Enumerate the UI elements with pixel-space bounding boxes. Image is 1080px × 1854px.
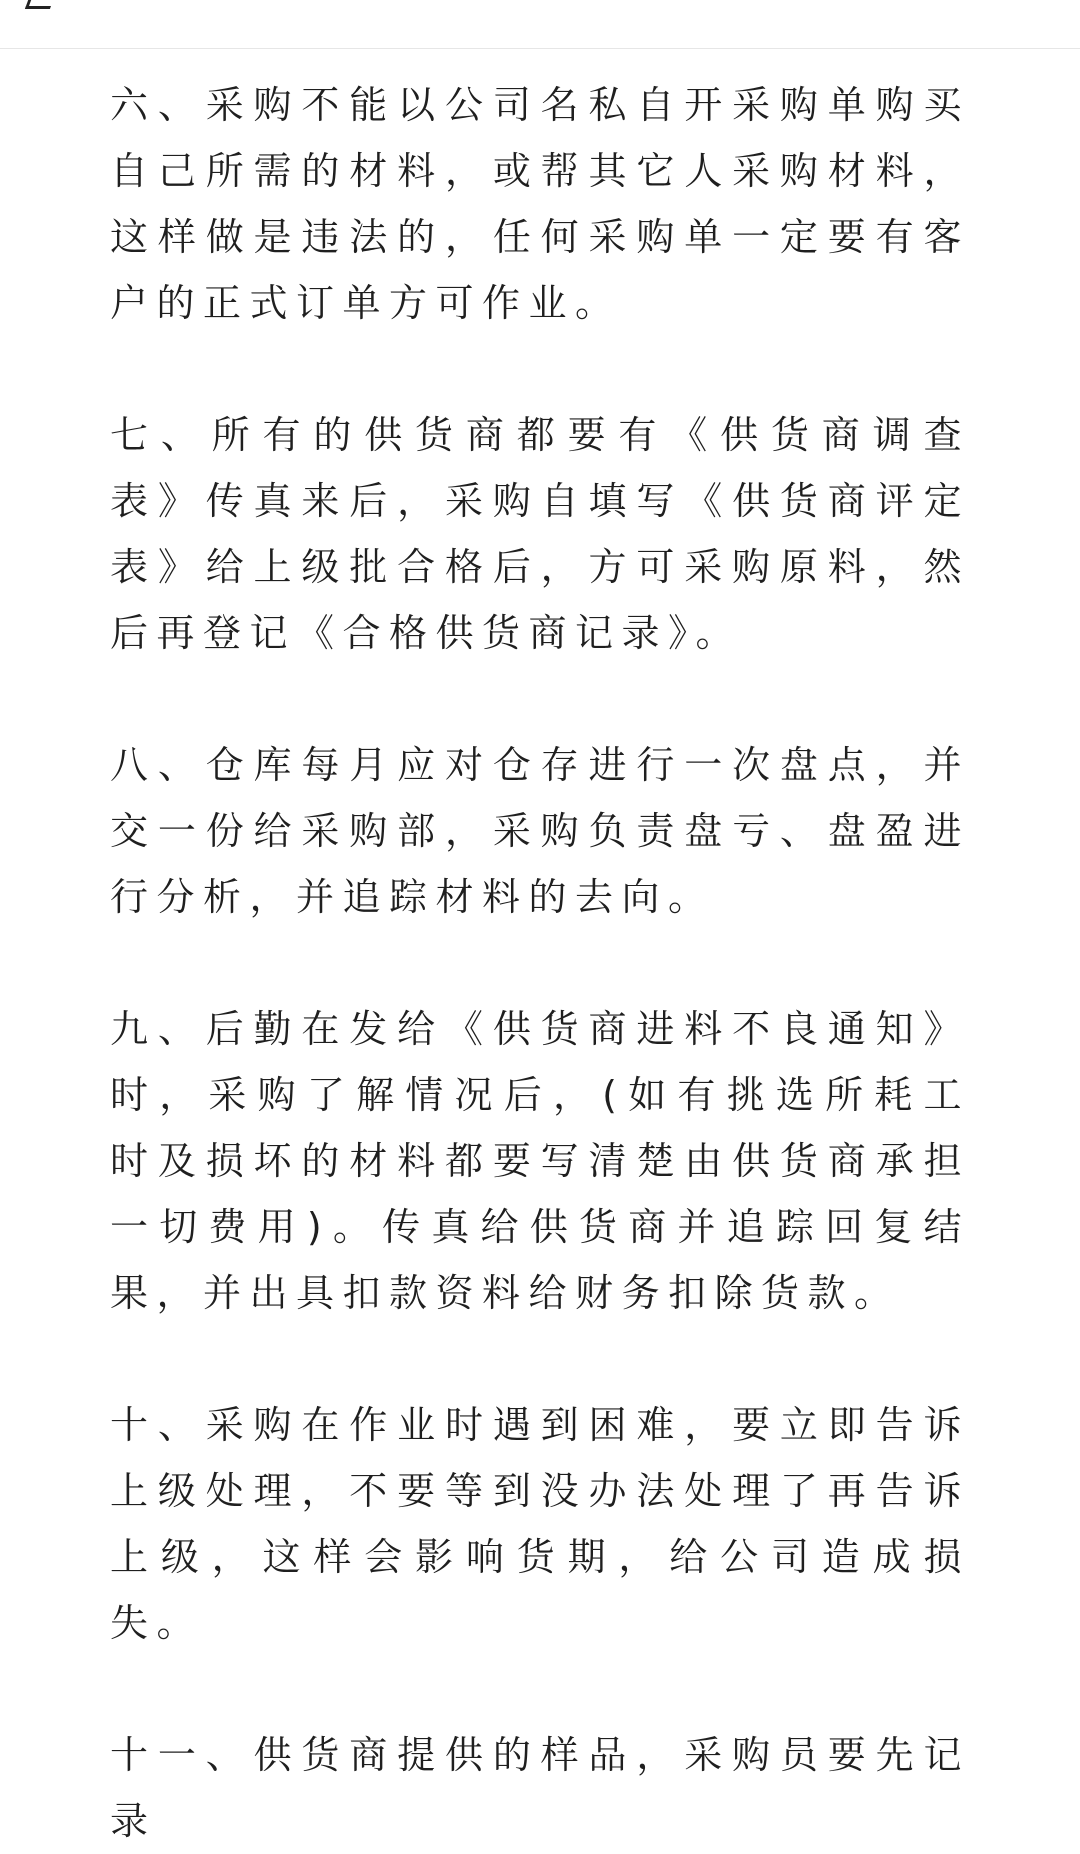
paragraph-7: 七、所有的供货商都要有《供货商调查表》传真来后，采购自填写《供货商评定表》给上级批合格后，方可采购原料，然后再登记《合格供货商记录》。 [110,413,970,655]
top-bar [0,0,1080,49]
paragraph-8: 八、仓库每月应对仓存进行一次盘点，并交一份给采购部，采购负责盘亏、盘盈进行分析，并追踪材料的去向。 [110,743,970,919]
paragraph-10: 十、采购在作业时遇到困难，要立即告诉上级处理，不要等到没办法处理了再告诉上级，这样会影响货期，给公司造成损失。 [110,1403,970,1645]
paragraph-6: 六、采购不能以公司名私自开采购单购买自己所需的材料，或帮其它人采购材料，这样做是违法的，任何采购单一定要有客户的正式订单方可作业。 [110,83,970,325]
paragraph-9: 九、后勤在发给《供货商进料不良通知》时，采购了解情况后，(如有挑选所耗工时及损坏的材料都要写清楚由供货商承担一切费用)。传真给供货商并追踪回复结果，并出具扣款资料给财务扣除货款。 [110,1007,970,1315]
paragraph-11: 十一、供货商提供的样品，采购员要先记录 [110,1733,970,1843]
back-icon[interactable] [25,0,56,9]
article-body [110,72,970,1854]
